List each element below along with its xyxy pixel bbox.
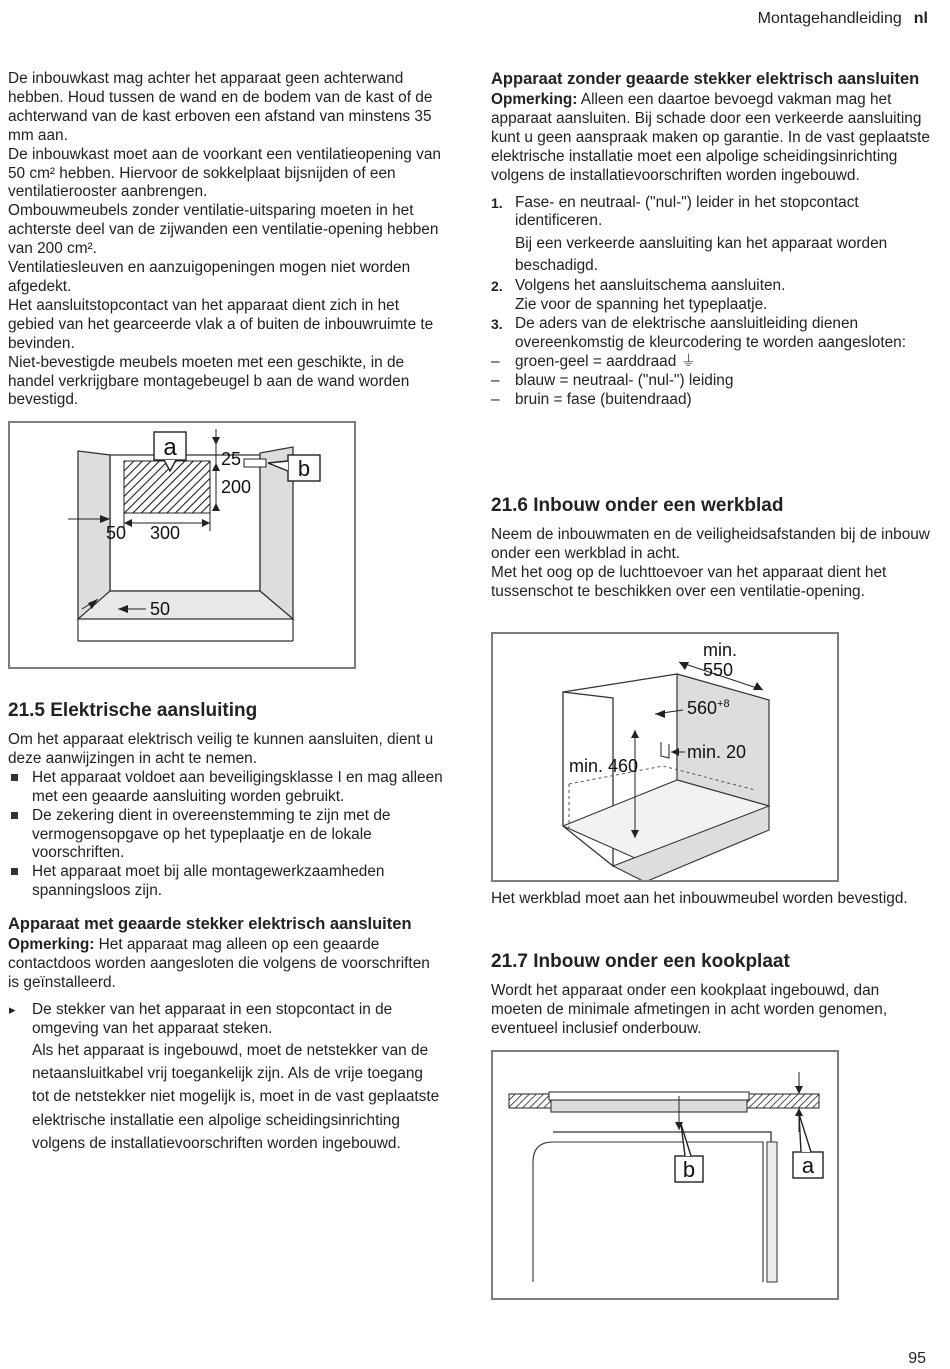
note-text: Het apparaat mag alleen op een geaarde contactdoos worden aangesloten die volgens de voorschriften is geïnstalleerd.: [8, 936, 430, 991]
page-header: [758, 10, 928, 28]
section-title: 21.5 Elektrische aansluiting: [8, 700, 258, 721]
step-number: 1.: [491, 194, 503, 211]
intro-para: Niet-bevestigde meubels moeten met een geschikte, in de handel verkrijgbare montagebeugel b aan de wand worden bevestigd.: [8, 353, 410, 409]
step-text: De aders van de elektrische aansluitleiding dienen overeenkomstig de kleurcodering te worden aangesloten:: [515, 315, 906, 352]
intro-para: Ventilatiesleuven en aanzuigopeningen mogen niet worden afgedekt.: [8, 259, 411, 295]
section-title: 21.6 Inbouw onder een werkblad: [491, 495, 784, 516]
step-detail: Zie voor de spanning het typeplaatje.: [515, 296, 768, 314]
step-detail: Bij een verkeerde aansluiting kan het apparaat worden beschadigd.: [515, 235, 888, 275]
list-item: [8, 1001, 444, 1155]
numbered-steps: [491, 194, 931, 410]
note: [491, 91, 931, 186]
caption-text: Het werkblad moet aan het inbouwmeubel worden bevestigd.: [491, 890, 908, 907]
dim-min20: min. 20: [687, 742, 747, 762]
cabinet-diagram: [10, 423, 354, 667]
step-text: Volgens het aansluitschema aansluiten.: [515, 277, 786, 295]
section-21-5: [8, 699, 444, 1155]
header-title: Montagehandleiding: [757, 10, 902, 27]
worktop-diagram: [493, 634, 837, 880]
section-para: Neem de inbouwmaten en de veiligheidsafstanden bij de inbouw onder een werkblad in acht.: [491, 526, 930, 562]
label-b: b: [682, 1157, 696, 1182]
step-text: De stekker van het apparaat in een stopcontact in de omgeving van het apparaat steken.: [32, 1000, 393, 1037]
subsection-title: Apparaat met geaarde stekker elektrisch aansluiten: [8, 915, 412, 934]
dim-50-left: 50: [106, 523, 127, 543]
list-item: De zekering dient in overeenstemming te zijn met de vermogensopgave op het typeplaatje en de lokale voorschriften.: [8, 807, 444, 864]
note-label: Opmerking:: [8, 936, 95, 954]
hob-diagram: [493, 1052, 837, 1298]
list-item: – groen-geel = aarddraad ⏚: [491, 353, 931, 372]
list-item: [491, 194, 931, 278]
note-text: Alleen een daartoe bevoegd vakman mag het apparaat aansluiten. Bij schade door een verkeerde aansluiting kunt u geen aanspraak maken op garantie. In de vast geplaatste elektrische installatie moet een alpolige scheidingsinrichting volgens de installatievoorschriften worden ingebouwd.: [491, 91, 930, 184]
dim-min550-2: 550: [703, 660, 734, 680]
left-intro: [8, 70, 444, 410]
bullet-list: [8, 769, 444, 901]
note: [8, 936, 444, 993]
list-item: – bruin = fase (buitendraad): [491, 391, 931, 410]
wire-list: [491, 353, 931, 410]
subsection-title: Apparaat zonder geaarde stekker elektrisch aansluiten: [491, 70, 920, 88]
page-number: 95: [908, 1350, 926, 1367]
note-label: Opmerking:: [491, 91, 578, 108]
dim-50-bottom: 50: [150, 599, 171, 619]
step-list: [8, 1001, 444, 1155]
dim-200: 200: [221, 477, 252, 497]
figure-caption: [491, 890, 931, 909]
section-21-7: [491, 950, 931, 1039]
step-number: 2.: [491, 278, 503, 295]
list-item: [491, 315, 931, 410]
header-lang: nl: [913, 10, 928, 27]
section-para: Wordt het apparaat onder een kookplaat ingebouwd, dan moeten de minimale afmetingen in acht worden genomen, eventueel inclusief onderbouw.: [491, 982, 888, 1037]
intro-para: Ombouwmeubels zonder ventilatie-uitsparing moeten in het achterste deel van de zijwanden een ventilatie-opening hebben van 200 cm².: [8, 202, 439, 258]
right-electric: [491, 70, 931, 410]
step-detail: Als het apparaat is ingebouwd, moet de netstekker van de netaansluitkabel vrij toegankelijk zijn. Als de vrije toegang tot de netstekker niet mogelijk is, moet in de vast geplaatste elektrische installatie een alpolige scheidingsinrichting volgens de installatievoorschriften worden ingebouwd.: [32, 1041, 440, 1152]
figure-cabinet-ventilation: [8, 421, 356, 669]
label-a: a: [163, 434, 177, 461]
figure-under-worktop: [491, 632, 839, 882]
intro-para: De inbouwkast moet aan de voorkant een ventilatieopening van 50 cm² hebben. Hiervoor de sokkelplaat bijsnijden of een ventilatierooster aanbrengen.: [8, 145, 441, 201]
section-title: 21.7 Inbouw onder een kookplaat: [491, 951, 790, 972]
section-para: Met het oog op de luchttoevoer van het apparaat dient het tussenschot te beschikken over een ventilatie-opening.: [491, 563, 887, 600]
dim-25: 25: [221, 449, 242, 469]
dim-560: $560^{+8}$: [687, 698, 730, 718]
step-text: Fase- en neutraal- ("nul-") leider in het stopcontact identificeren.: [515, 193, 859, 230]
figure-under-hob: [491, 1050, 839, 1300]
label-b: b: [297, 456, 311, 481]
dim-300: 300: [150, 523, 181, 543]
list-item: Het apparaat voldoet aan beveiligingsklasse I en mag alleen met een geaarde aansluiting worden gebruikt.: [8, 769, 444, 807]
intro-para: Het aansluitstopcontact van het apparaat dient zich in het gebied van het gearceerde vlak a of buiten de inbouwruimte te bevinden.: [8, 296, 434, 352]
intro-para: De inbouwkast mag achter het apparaat geen achterwand hebben. Houd tussen de wand en de bodem van de kast of de achterwand van de kast erboven een afstand van minstens 35 mm aan.: [8, 70, 433, 144]
dim-min460: min. 460: [569, 756, 639, 776]
section-21-6: [491, 494, 931, 602]
list-item: Het apparaat moet bij alle montagewerkzaamheden spanningsloos zijn.: [8, 863, 444, 901]
list-item: – blauw = neutraal- ("nul-") leiding: [491, 372, 931, 391]
label-a: a: [801, 1153, 815, 1178]
list-item: [491, 277, 931, 315]
dim-min550-1: min.: [703, 640, 738, 660]
step-number: 3.: [491, 316, 503, 333]
section-intro: Om het apparaat elektrisch veilig te kunnen aansluiten, dient u deze aanwijzingen in acht te nemen.: [8, 731, 434, 767]
